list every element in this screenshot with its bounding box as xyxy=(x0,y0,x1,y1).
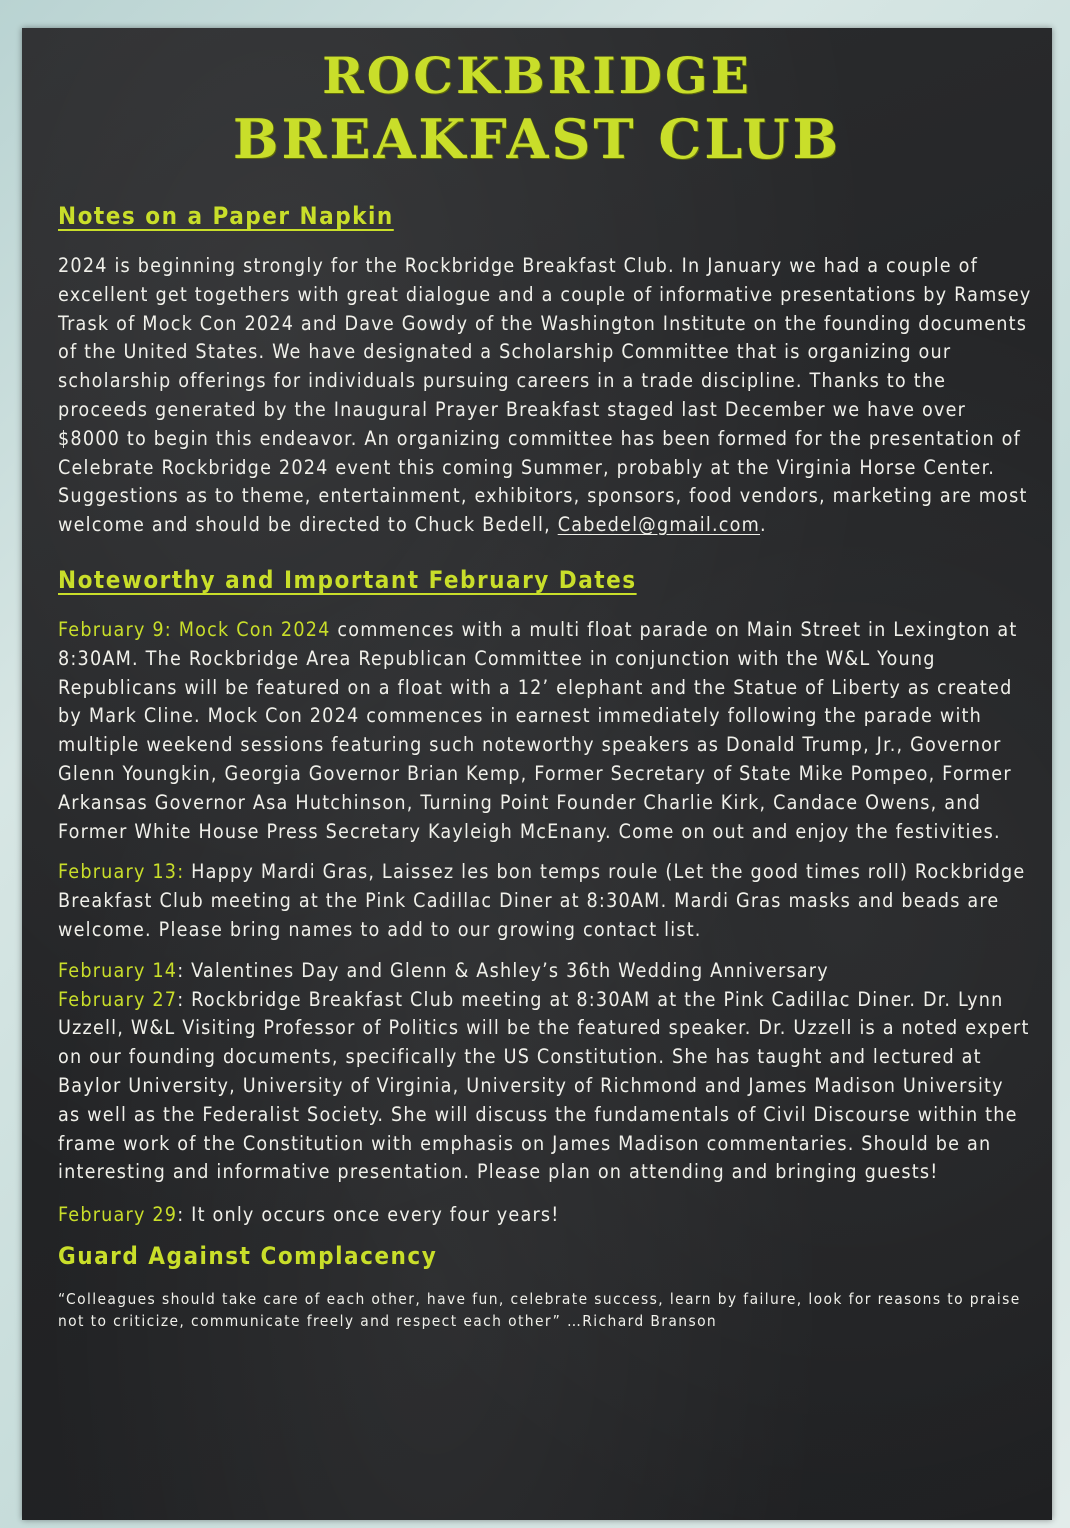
event-feb-29 xyxy=(22,1201,1052,1230)
notes-body: 2024 is beginning strongly for the Rockbridge Breakfast Club. In January we had a couple of excellent get togethers with great dialogue and a couple of informative presentations by Ramsey Trask of Mock Con 2024 and Dave Gowdy of the Washington Institute on the founding documents of the United States. We have designated a Scholarship Committee that is organizing our scholarship offerings for individuals pursuing careers in a trade discipline. Thanks to the proceeds generated by the Inaugural Prayer Breakfast staged last December we have over $8000 to begin this endeavor. An organizing committee has been formed for the presentation of Celebrate Rockbridge 2024 event this coming Summer, probably at the Virginia Horse Center. Suggestions as to theme, entertainment, exhibitors, sponsors, food vendors, marketing are most welcome and should be directed to Chuck Bedell, xyxy=(58,254,1032,537)
event-date: February 13: xyxy=(58,860,185,884)
event-text: commences with a multi float parade on Main Street in Lexington at 8:30AM. The Rockbridge Area Republican Committee in conjunction with the W&L Young Republicans will be featured on a float with a 12’ elephant and the Statue of Liberty as created by Mark Cline. Mock Con 2024 commences in earnest immediately following the parade with multiple weekend sessions featuring such noteworthy speakers as Donald Trump, Jr., Governor Glenn Youngkin, Georgia Governor Brian Kemp, Former Secretary of State Mike Pompeo, Former Arkansas Governor Asa Hutchinson, Turning Point Founder Charlie Kirk, Candace Owens, and Former White House Press Secretary Kayleigh McEnany. Come on out and enjoy the festivities. xyxy=(58,617,1018,843)
email-link[interactable]: Cabedel@gmail.com xyxy=(557,513,761,537)
notes-end: . xyxy=(760,513,767,537)
event-date: February 27 xyxy=(58,987,178,1011)
event-date: February 29 xyxy=(58,1203,178,1227)
event-text: Happy Mardi Gras, Laissez les bon temps roule (Let the good times roll) Rockbridge Breakfast Club meeting at the Pink Cadillac Diner at 8:30AM. Mardi Gras masks and beads are welcome. Please bring names to add to our growing contact list. xyxy=(58,860,1026,941)
event-feb-13 xyxy=(22,858,1052,944)
notes-paragraph xyxy=(22,252,1052,540)
event-text: : Rockbridge Breakfast Club meeting at 8:30AM at the Pink Cadillac Diner. Dr. Lynn Uzzell, W&L Visiting Professor of Politics will be the featured speaker. Dr. Uzzell is a noted expert on our founding documents, specifically the US Constitution. She has taught and lectured at Baylor University, University of Virginia, University of Richmond and James Madison University as well as the Federalist Society. She will discuss the fundamentals of Civil Discourse within the frame work of the Constitution with emphasis on James Madison commentaries. Should be an interesting and informative presentation. Please plan on attending and bringing guests! xyxy=(58,987,1030,1184)
event-date: February 9: Mock Con 2024 xyxy=(58,617,331,641)
headline-line-1: ROCKBRIDGE xyxy=(322,46,752,105)
event-date: February 14 xyxy=(58,958,178,982)
chalkboard-flyer xyxy=(22,28,1052,1520)
headline-line-2: BREAKFAST CLUB xyxy=(232,107,842,171)
event-feb-9 xyxy=(22,616,1052,846)
section-title-dates: Noteworthy and Important February Dates xyxy=(58,565,637,594)
event-feb-27 xyxy=(22,986,1052,1188)
branson-quote: “Colleagues should take care of each other, have fun, celebrate success, learn by failure, look for reasons to praise not to criticize, communicate freely and respect each other” …Richard Branson xyxy=(58,1289,1021,1330)
event-text: : It only occurs once every four years! xyxy=(177,1203,560,1227)
event-feb-14 xyxy=(22,957,1052,986)
section-title-notes: Notes on a Paper Napkin xyxy=(58,202,394,230)
event-text: : Valentines Day and Glenn & Ashley’s 36th Wedding Anniversary xyxy=(177,958,829,982)
section-title-complacency: Guard Against Complacency xyxy=(58,1241,438,1270)
